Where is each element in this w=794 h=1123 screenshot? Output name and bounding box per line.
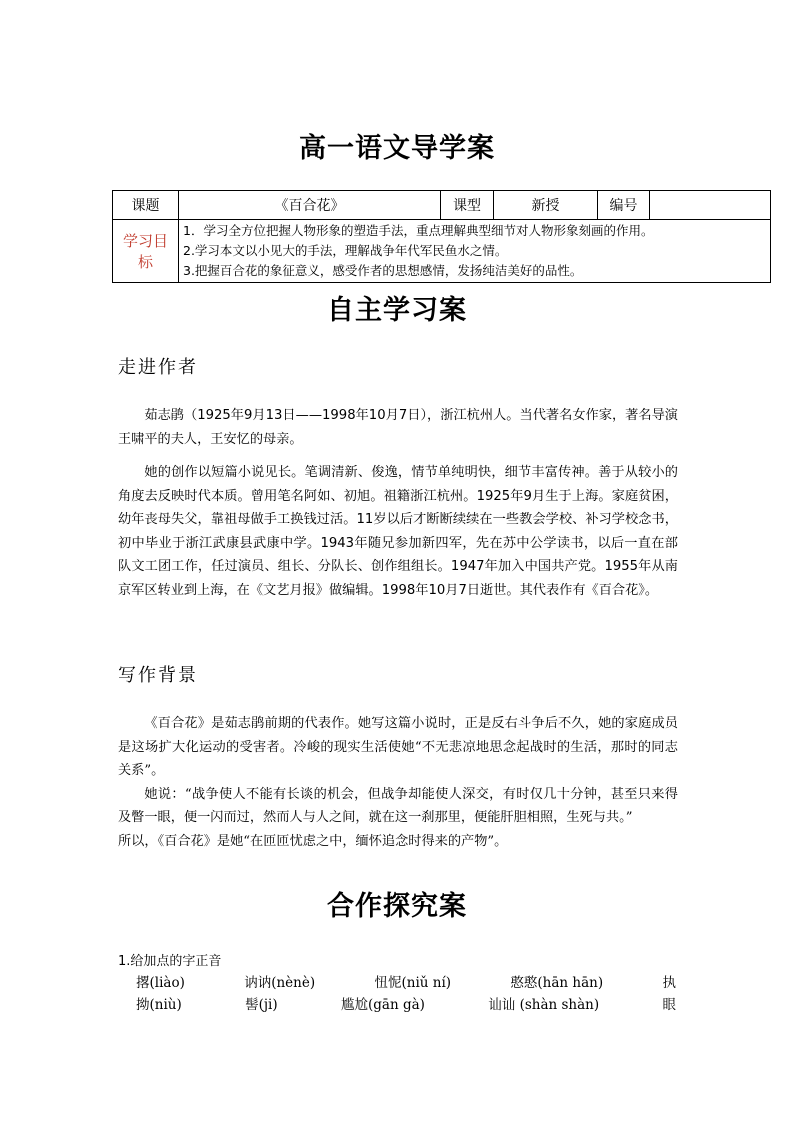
pinyin-item: 尴尬(gān gà) xyxy=(341,997,425,1013)
lesson-label: 课题 xyxy=(113,191,179,220)
goal-item: 3.把握百合花的象征意义，感受作者的思想感情，发扬纯洁美好的品性。 xyxy=(183,263,583,278)
pinyin-item: 撂(liào) xyxy=(136,975,185,991)
pinyin-item: 憨憨(hān hān) xyxy=(510,975,604,991)
background-paragraph: 所以，《百合花》是她“在匝匝忧虑之中，缅怀追念时得来的产物”。 xyxy=(118,833,508,849)
exercise-title: 1.给加点的字正音 xyxy=(118,954,222,969)
goals-cell xyxy=(179,220,771,283)
pinyin-row xyxy=(136,993,676,1013)
pinyin-item: 执 xyxy=(662,975,676,991)
document-title: 高一语文导学案 xyxy=(299,133,495,164)
background-heading: 写作背景 xyxy=(118,665,198,686)
author-heading: 走进作者 xyxy=(118,357,198,378)
pinyin-item: 忸怩(niǔ ní) xyxy=(374,975,452,991)
number-label: 编号 xyxy=(598,191,650,220)
lesson-info-table xyxy=(112,190,771,283)
background-text xyxy=(118,712,678,853)
self-study-title: 自主学习案 xyxy=(327,295,467,326)
goal-item: 2.学习本文以小见大的手法，理解战争年代军民鱼水之情。 xyxy=(183,243,508,258)
type-value: 新授 xyxy=(494,191,598,220)
author-paragraph: 茹志鹃（1925年9月13日——1998年10月7日），浙江杭州人。当代著名女作家，著名导演王啸平的夫人，王安忆的母亲。 xyxy=(118,408,678,447)
coop-title: 合作探究案 xyxy=(327,891,467,922)
number-value xyxy=(650,191,771,220)
background-paragraph: 《百合花》是茹志鹃前期的代表作。她写这篇小说时，正是反右斗争后不久，她的家庭成员是这场扩大化运动的受害者。冷峻的现实生活使她“不无悲凉地思念起战时的生活，那时的同志关系”。 xyxy=(118,716,678,778)
pinyin-item: 髻(ji) xyxy=(245,997,278,1013)
goals-label: 学习目标 xyxy=(113,220,179,283)
pinyin-item: 讪讪 (shàn shàn) xyxy=(488,997,600,1013)
pinyin-item: 拗(niù) xyxy=(136,997,182,1013)
goal-item: 1．学习全方位把握人物形象的塑造手法，重点理解典型细节对人物形象刻画的作用。 xyxy=(183,223,654,238)
pinyin-row xyxy=(136,971,676,991)
pinyin-item: 讷讷(nènè) xyxy=(244,975,316,991)
background-paragraph: 她说：“战争使人不能有长谈的机会，但战争却能使人深交，有时仅几十分钟，甚至只来得及瞥一眼，便一闪而过，然而人与人之间，就在这一刹那里，便能肝胆相照，生死与共。” xyxy=(118,786,678,825)
pinyin-item: 眼 xyxy=(662,997,676,1013)
type-label: 课型 xyxy=(441,191,494,220)
lesson-value: 《百合花》 xyxy=(179,191,441,220)
author-paragraph: 她的创作以短篇小说见长。笔调清新、俊逸，情节单纯明快，细节丰富传神。善于从较小的角度去反映时代本质。曾用笔名阿如、初旭。祖籍浙江杭州。1925年9月生于上海。家庭贫困，幼年丧母失父，靠祖母做手工换钱过活。11岁以后才断断续续在一些教会学校、补习学校念书，初中毕业于浙江武康县武康中学。1943年随兄参加新四军，先在苏中公学读书，以后一直在部队文工团工作，任过演员、组长、分队长、创作组组长。1947年加入中国共产党。1955年从南京军区转业到上海，在《文艺月报》做编辑。1998年10月7日逝世。其代表作有《百合花》。 xyxy=(118,465,678,598)
author-intro xyxy=(118,404,678,602)
